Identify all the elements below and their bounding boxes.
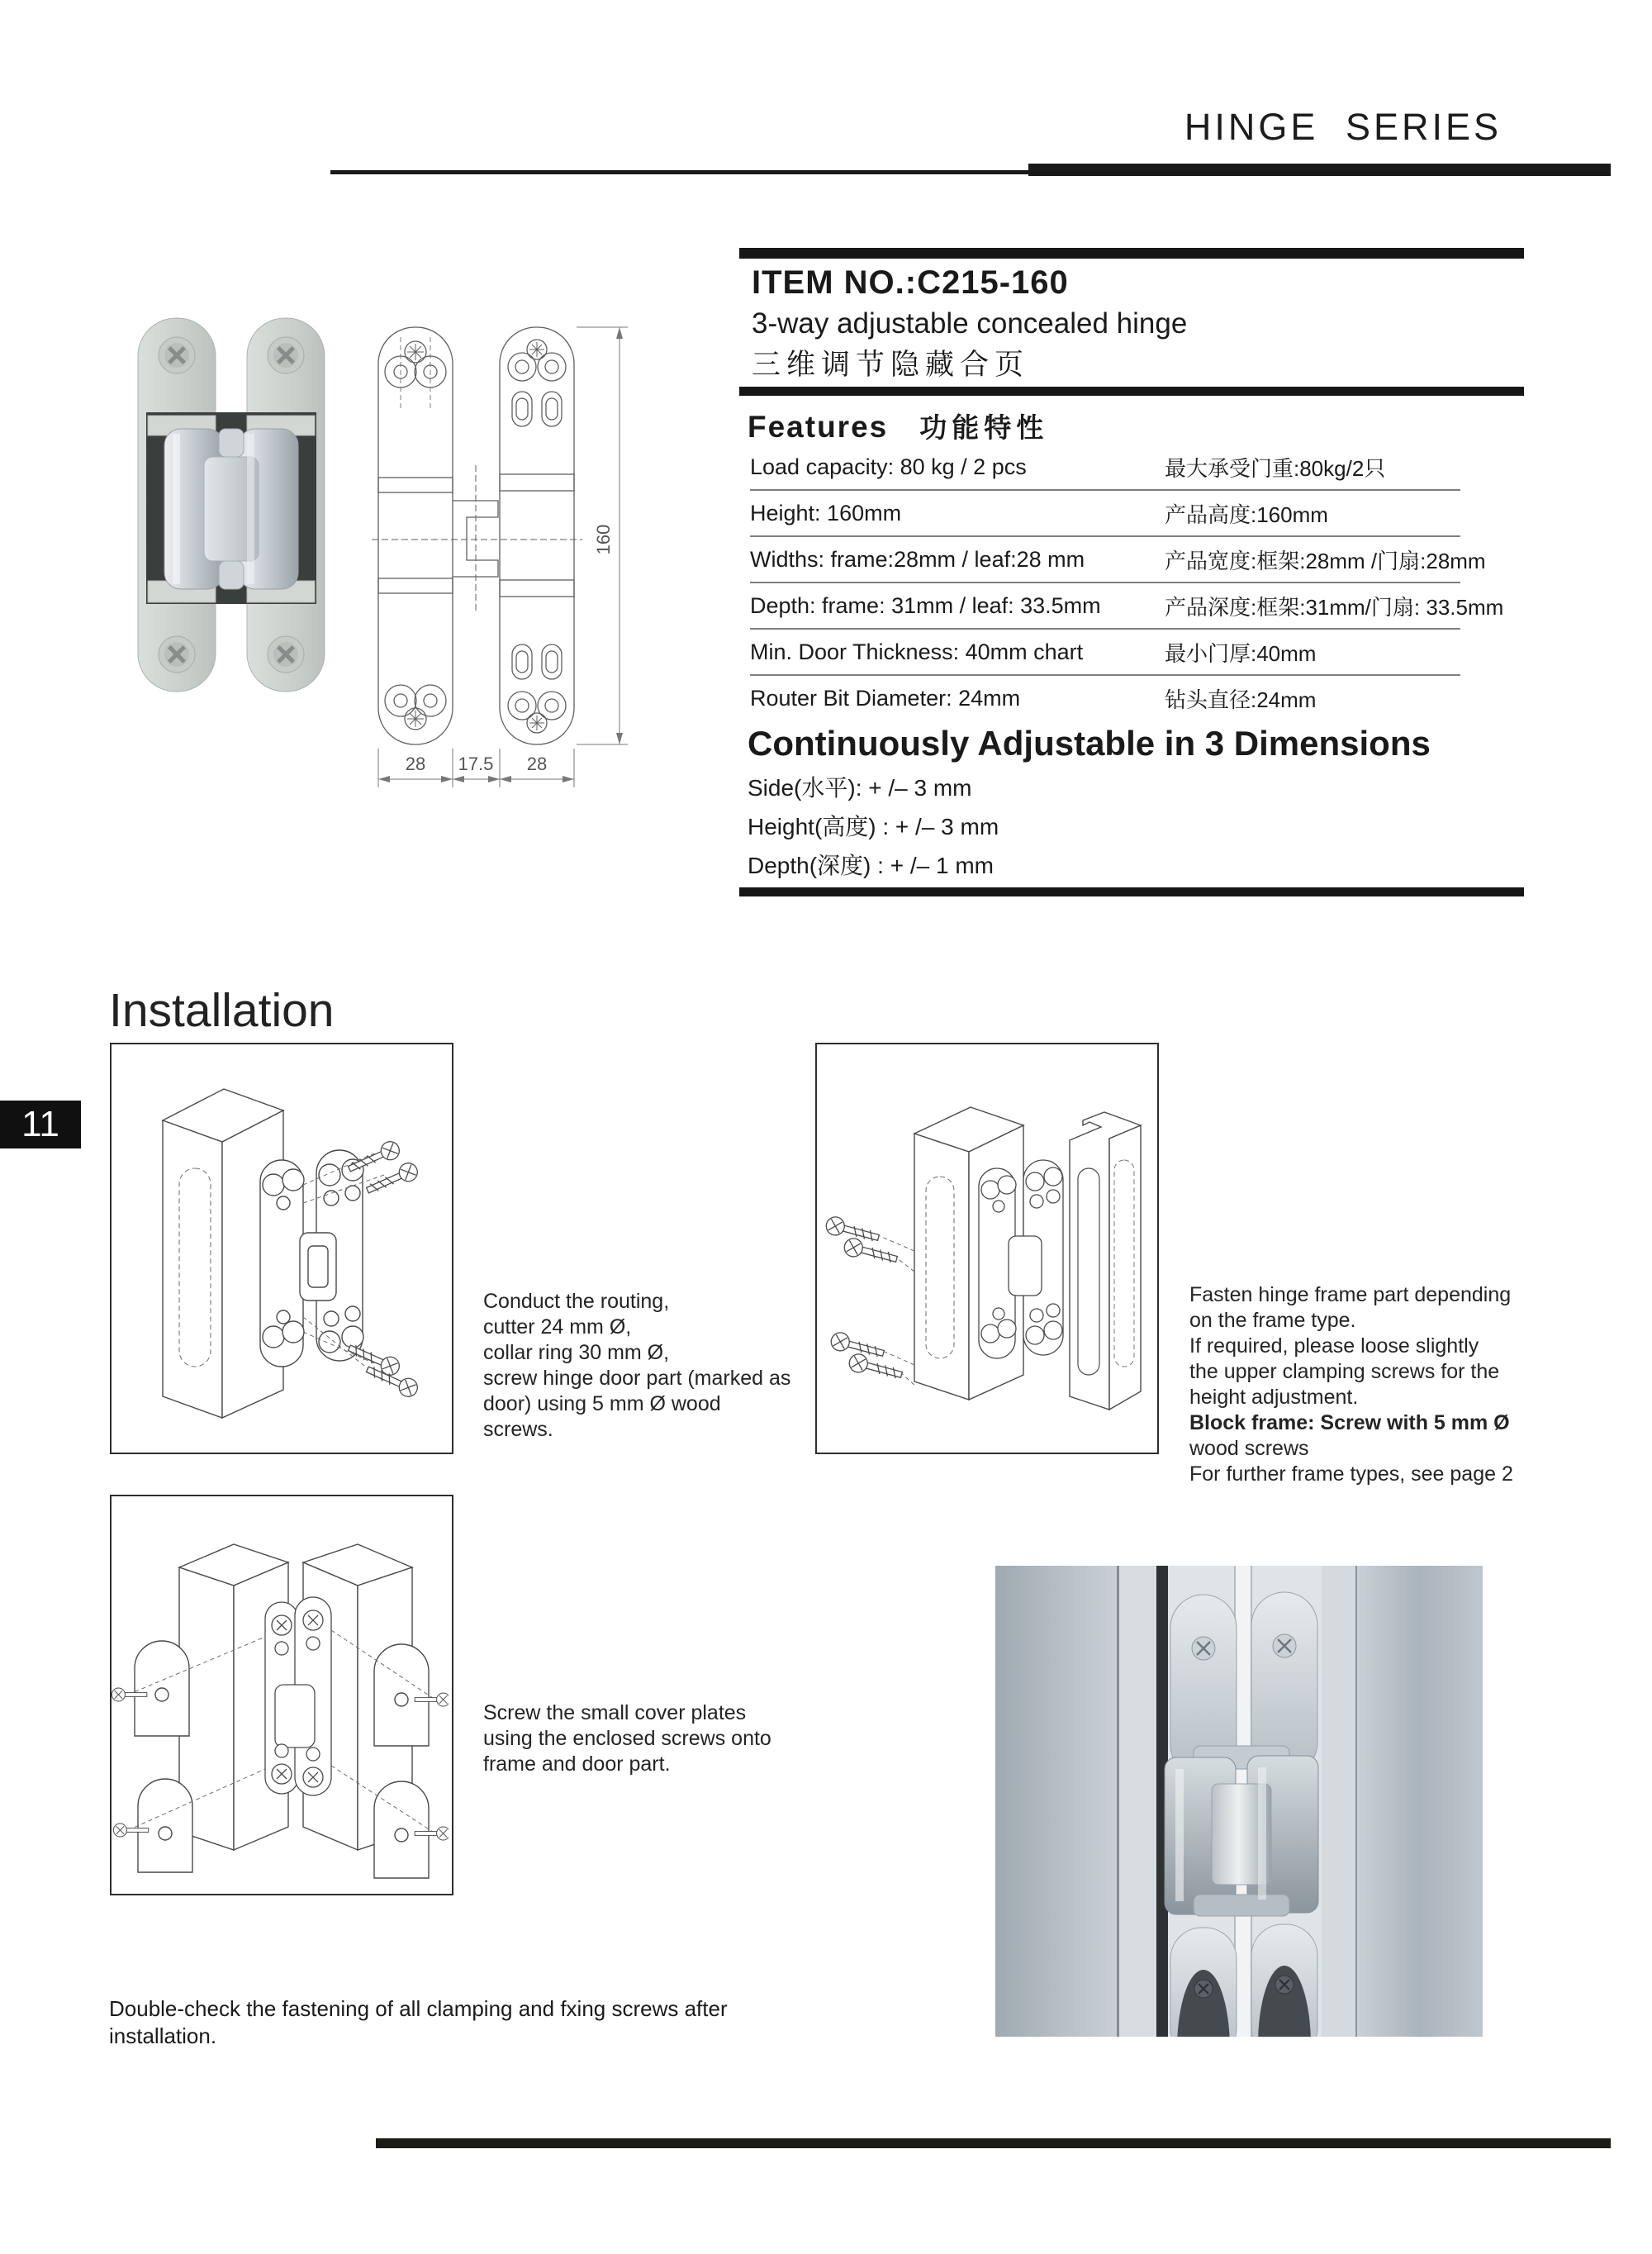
step1-text: Conduct the routing, cutter 24 mm Ø, collar ring 30 mm Ø, screw hinge door part (marked as door) using 5 mm Ø wood screws. bbox=[483, 1290, 791, 1441]
feature-en: Min. Door Thickness: 40mm chart bbox=[750, 639, 1084, 664]
divider-rule bbox=[739, 248, 1524, 259]
footnote-text: Double-check the fastening of all clamping and fxing screws after installation. bbox=[109, 1996, 728, 2048]
installed-hinge-photo bbox=[995, 1566, 1483, 2037]
table-row bbox=[750, 537, 1486, 583]
table-row bbox=[750, 630, 1460, 676]
dim-label-right: 28 bbox=[526, 754, 548, 774]
installation-diagram-1 bbox=[110, 1043, 453, 1454]
installation-diagram-2 bbox=[815, 1043, 1159, 1454]
feature-zh: 钻头直径:24mm bbox=[1165, 687, 1317, 712]
adjustable-height: Height(高度) : + /– 3 mm bbox=[748, 814, 999, 839]
divider-rule bbox=[739, 387, 1524, 396]
feature-zh: 产品深度:框架:31mm/门扇: 33.5mm bbox=[1165, 594, 1504, 620]
table-row bbox=[750, 445, 1460, 491]
hinge-parts bbox=[260, 1150, 363, 1367]
header-rule-thick bbox=[1028, 164, 1611, 176]
product-render-image bbox=[136, 316, 326, 697]
step2-text: Fasten hinge frame part depending on the frame type. If required, please loose slightly the upper clamping screws for the height adjustment. Block frame: Screw with 5 mm Ø wood screws For further frame types, see page 2 bbox=[1189, 1282, 1619, 1487]
features-heading bbox=[748, 407, 1048, 445]
feature-en: Height: 160mm bbox=[750, 500, 902, 525]
table-row bbox=[750, 491, 1460, 537]
adjustable-depth: Depth(深度) : + /– 1 mm bbox=[748, 853, 994, 878]
product-subtitle-en: 3-way adjustable concealed hinge bbox=[752, 307, 1188, 340]
feature-en: Depth: frame: 31mm / leaf: 33.5mm bbox=[750, 592, 1101, 618]
feature-en: Router Bit Diameter: 24mm bbox=[750, 685, 1021, 711]
step2-bold-line: Block frame: Screw with 5 mm Ø bbox=[1189, 1411, 1510, 1434]
adjustable-heading: Continuously Adjustable in 3 Dimensions bbox=[748, 724, 1431, 763]
hinge-mechanism bbox=[148, 416, 315, 602]
step3-text: Screw the small cover plates using the enclosed screws onto frame and door part. bbox=[483, 1701, 771, 1776]
adjustable-side: Side(水平): + /– 3 mm bbox=[748, 775, 972, 801]
feature-zh: 最大承受门重:80kg/2只 bbox=[1165, 455, 1386, 481]
feature-zh: 最小门厚:40mm bbox=[1165, 640, 1317, 666]
dim-label-height: 160 bbox=[593, 524, 614, 555]
features-heading-en: Features bbox=[748, 410, 889, 444]
table-row bbox=[750, 583, 1504, 630]
feature-en: Widths: frame:28mm / leaf:28 mm bbox=[750, 546, 1085, 572]
frame-block bbox=[1070, 1112, 1141, 1410]
installation-heading: Installation bbox=[109, 984, 335, 1037]
features-table bbox=[750, 445, 1504, 720]
installation-diagram-3 bbox=[110, 1495, 453, 1895]
technical-drawing bbox=[354, 304, 672, 800]
feature-zh: 产品宽度:框架:28mm /门扇:28mm bbox=[1165, 548, 1486, 573]
item-number: ITEM NO.:C215-160 bbox=[752, 264, 1069, 301]
page-number-tab: 11 bbox=[0, 1101, 81, 1148]
features-heading-zh: 功能特性 bbox=[919, 412, 1049, 443]
page-title: HINGE SERIES bbox=[1184, 106, 1502, 148]
dim-label-mid: 17.5 bbox=[458, 754, 494, 774]
feature-zh: 产品高度:160mm bbox=[1165, 502, 1328, 527]
hinge-parts bbox=[265, 1597, 331, 1795]
table-row bbox=[750, 676, 1460, 720]
product-subtitle-zh: 三维调节隐藏合页 bbox=[752, 349, 1030, 381]
feature-en: Load capacity: 80 kg / 2 pcs bbox=[750, 454, 1027, 479]
header-rule-thin bbox=[330, 170, 1031, 174]
footer-rule bbox=[376, 2138, 1611, 2148]
divider-rule bbox=[739, 887, 1524, 896]
dim-label-left: 28 bbox=[405, 754, 426, 774]
